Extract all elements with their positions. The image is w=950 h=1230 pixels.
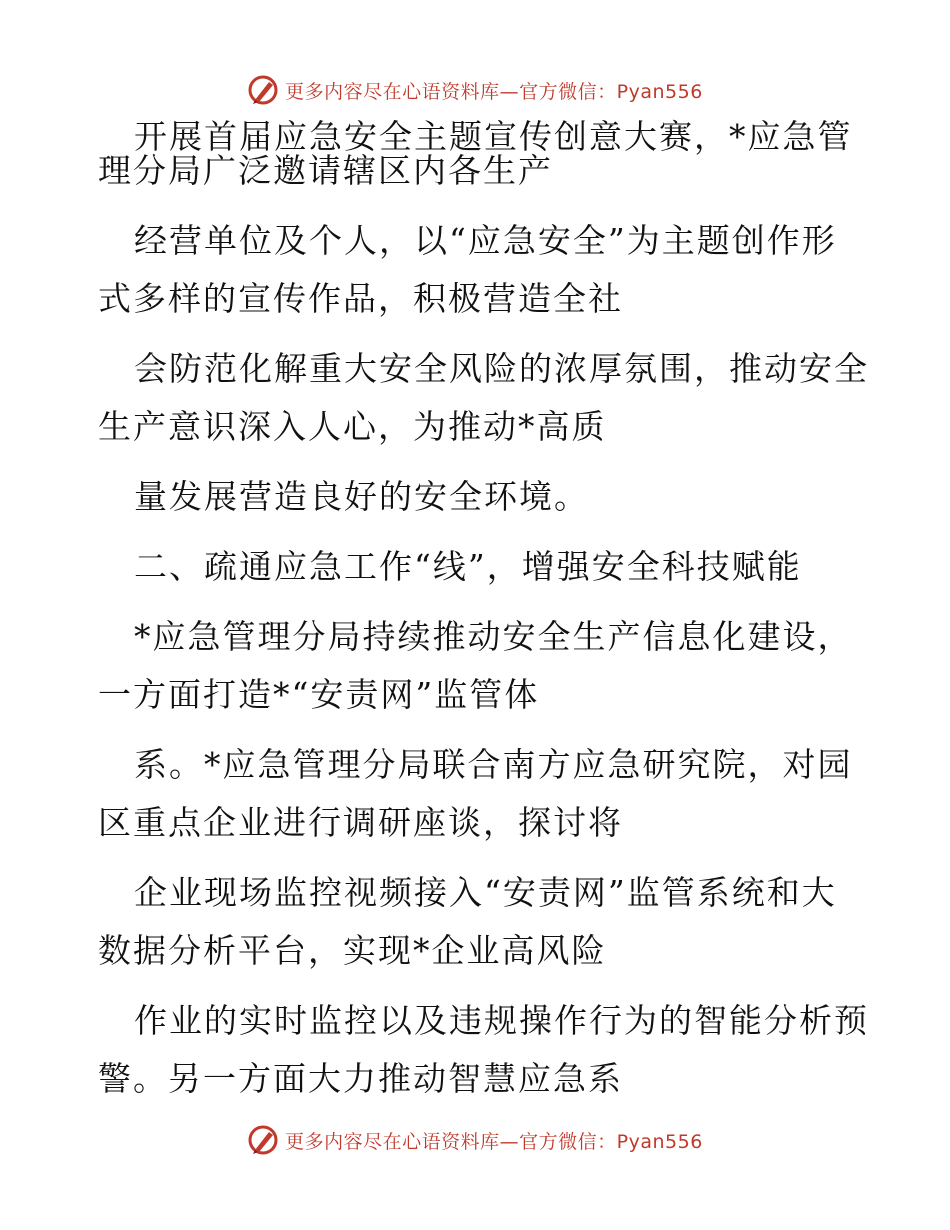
body-line: 会防范化解重大安全风险的浓厚氛围，推动安全 bbox=[134, 349, 869, 388]
header-banner-text: 更多内容尽在心语资料库—官方微信：Pyan556 bbox=[285, 80, 703, 103]
body-line: 区重点企业进行调研座谈，探讨将 bbox=[98, 803, 623, 842]
footer-banner bbox=[0, 1120, 950, 1160]
footer-banner-text: 更多内容尽在心语资料库—官方微信：Pyan556 bbox=[285, 1130, 703, 1153]
body-line: 系。*应急管理分局联合南方应急研究院，对园 bbox=[134, 745, 853, 784]
section-heading: 二、疏通应急工作“线”，增强安全科技赋能 bbox=[134, 547, 802, 586]
body-line: 警。另一方面大力推动智慧应急系 bbox=[98, 1059, 623, 1098]
body-line: 生产意识深入人心，为推动*高质 bbox=[98, 407, 607, 446]
body-line: 数据分析平台，实现*企业高风险 bbox=[98, 931, 607, 970]
body-line: 企业现场监控视频接入“安责网”监管系统和大 bbox=[134, 873, 837, 912]
body-line: 作业的实时监控以及违规操作行为的智能分析预 bbox=[134, 1001, 869, 1040]
pen-logo-icon bbox=[247, 1124, 279, 1156]
body-line: *应急管理分局持续推动安全生产信息化建设， bbox=[134, 617, 853, 656]
body-line: 一方面打造*“安责网”监管体 bbox=[98, 675, 540, 714]
body-line: 经营单位及个人，以“应急安全”为主题创作形 bbox=[134, 221, 837, 260]
document-body bbox=[98, 117, 869, 1098]
body-line: 式多样的宣传作品，积极营造全社 bbox=[98, 279, 623, 318]
body-line: 理分局广泛邀请辖区内各生产 bbox=[98, 151, 553, 190]
pen-logo-icon bbox=[247, 74, 279, 106]
body-line: 量发展营造良好的安全环境。 bbox=[134, 477, 589, 516]
header-banner bbox=[0, 70, 950, 110]
body-line: 开展首届应急安全主题宣传创意大赛，*应急管 bbox=[134, 117, 853, 156]
